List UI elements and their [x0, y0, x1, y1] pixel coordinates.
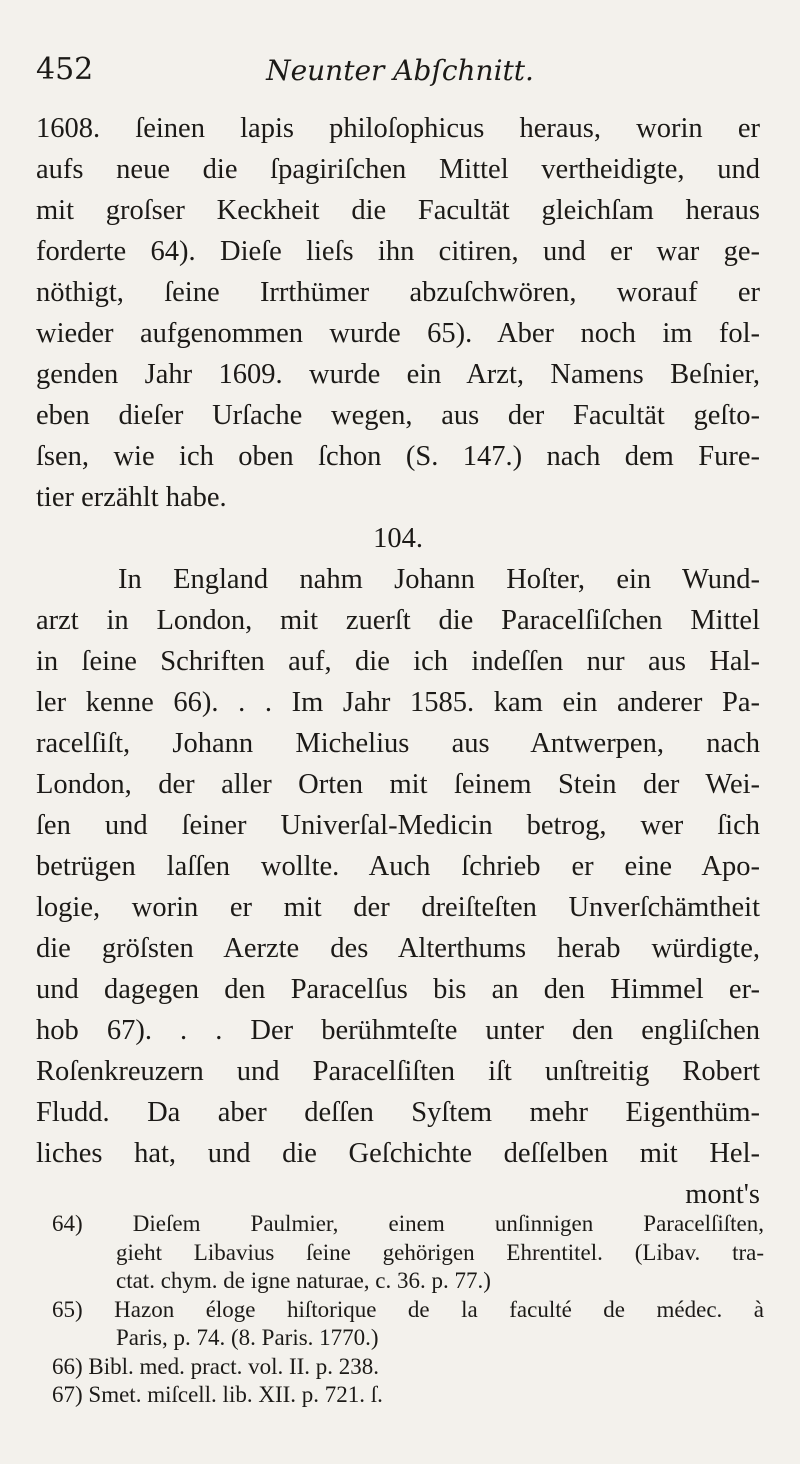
page-header: [36, 52, 764, 96]
body-text: [36, 108, 760, 1215]
text-line: London, der aller Orten mit ſeinem Stein der Wei-: [36, 769, 760, 800]
text-line: eben dieſer Urſache wegen, aus der Facultät geſto-: [36, 400, 760, 431]
text-line: ſsen, wie ich oben ſchon (S. 147.) nach dem Fure-: [36, 441, 760, 472]
text-line: und dagegen den Paracelſus bis an den Himmel er-: [36, 974, 760, 1005]
text-line: tier erzählt habe.: [36, 482, 227, 513]
footnote-65: 65) Hazon éloge hiſtorique de la faculté de médec. à: [52, 1296, 764, 1322]
running-head: Neunter Abſchnitt.: [266, 54, 534, 87]
text-line: hob 67). . . Der berühmteſte unter den engliſchen: [36, 1015, 760, 1046]
section-number: 104.: [373, 523, 423, 554]
text-line: liches hat, und die Geſchichte deſſelben mit Hel-: [36, 1138, 760, 1169]
text-line: betrügen laſſen wollte. Auch ſchrieb er eine Apo-: [36, 851, 760, 882]
text-line: forderte 64). Dieſe lieſs ihn citiren, und er war ge-: [36, 236, 760, 267]
footnote-64-cont: ctat. chym. de igne naturae, c. 36. p. 77.): [116, 1268, 491, 1293]
text-line: ler kenne 66). . . Im Jahr 1585. kam ein anderer Pa-: [36, 687, 760, 718]
text-line: die gröſsten Aerzte des Alterthums herab würdigte,: [36, 933, 760, 964]
page-number: 452: [36, 52, 94, 87]
text-line: logie, worin er mit der dreiſteſten Unverſchämtheit: [36, 892, 760, 923]
catchword: mont's: [685, 1179, 760, 1210]
text-line: arzt in London, mit zuerſt die Paracelſiſchen Mittel: [36, 605, 760, 636]
footnotes: [52, 1210, 764, 1410]
text-line: nöthigt, ſeine Irrthümer abzuſchwören, worauf er: [36, 277, 760, 308]
text-line: 1608. ſeinen lapis philoſophicus heraus, worin er: [36, 113, 760, 144]
footnote-64: 64) Dieſem Paulmier, einem unſinnigen Paracelſiſten,: [52, 1211, 764, 1236]
text-line: in ſeine Schriften auf, die ich indeſſen nur aus Hal-: [36, 646, 760, 677]
text-line: ſen und ſeiner Univerſal-Medicin betrog, wer ſich: [36, 810, 760, 841]
text-line: aufs neue die ſpagiriſchen Mittel vertheidigte, und: [36, 154, 760, 185]
footnote-64-cont: gieht Libavius ſeine gehörigen Ehrentitel. (Libav. tra-: [116, 1239, 764, 1265]
text-line: racelſiſt, Johann Michelius aus Antwerpen, nach: [36, 728, 760, 759]
text-line: Roſenkreuzern und Paracelſiſten iſt unſtreitig Robert: [36, 1056, 760, 1087]
text-line: genden Jahr 1609. wurde ein Arzt, Namens Beſnier,: [36, 359, 760, 390]
footnote-67: 67) Smet. miſcell. lib. XII. p. 721. ſ.: [52, 1382, 383, 1407]
text-line: Fludd. Da aber deſſen Syſtem mehr Eigenthüm-: [36, 1097, 760, 1128]
text-line: wieder aufgenommen wurde 65). Aber noch im fol-: [36, 318, 760, 349]
footnote-66: 66) Bibl. med. pract. vol. II. p. 238.: [52, 1353, 380, 1379]
text-line: mit groſser Keckheit die Facultät gleichſam heraus: [36, 195, 760, 226]
text-line: In England nahm Johann Hoſter, ein Wund-: [118, 564, 760, 595]
footnote-65-cont: Paris, p. 74. (8. Paris. 1770.): [116, 1325, 379, 1350]
